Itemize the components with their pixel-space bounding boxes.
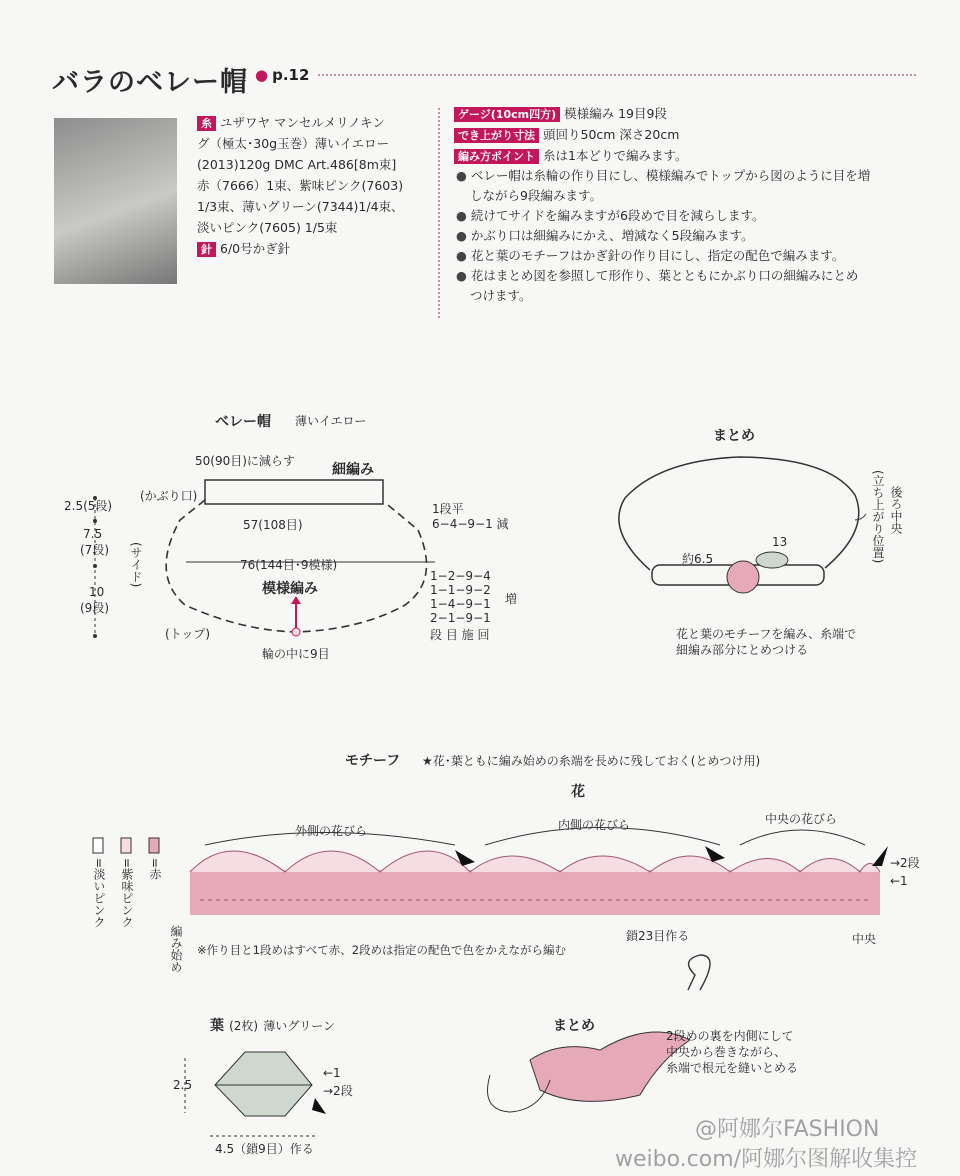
beret-c76: 76(144目･9模様): [240, 558, 338, 572]
needle-text: 6/0号かぎ針: [220, 241, 291, 256]
marker-icon: [872, 846, 888, 866]
materials-line: (2013)120g DMC Art.486[8m束]: [197, 157, 397, 172]
chain-label: 鎖23目作る: [626, 929, 690, 943]
center-petals: 中央の花びら: [765, 812, 838, 826]
leaf-width: 4.5（鎖9目）作る: [215, 1142, 314, 1156]
inc-row: 2−1−9−1: [430, 611, 491, 625]
assembly-note: 中央から巻きながら、: [666, 1045, 787, 1059]
finish-back: 後ろ中央: [889, 486, 903, 534]
point-item: ● 花と葉のモチーフはかぎ針の作り目にし、指定の配色で編みます。: [456, 248, 845, 263]
beret-r2: 6−4−9−1 減: [432, 517, 509, 531]
inc-row: 1−2−9−4: [430, 569, 491, 583]
assembly-note: 糸端で根元を縫いとめる: [666, 1061, 799, 1075]
inc-row: 1−4−9−1: [430, 597, 491, 611]
assembly-title: まとめ: [553, 1018, 595, 1034]
finish-d13: 13: [772, 535, 788, 549]
point-item: ● 花はまとめ図を参照して形作り、葉とともにかぶり口の細編みにとめ: [456, 268, 859, 283]
needle-tag: 針: [197, 242, 216, 257]
beret-pattern: 模様編み: [262, 581, 318, 597]
motif-footnote: ※作り目と1段めはすべて赤、2段めは指定の配色で色をかえながら編む: [197, 943, 567, 957]
finish-beret: [619, 457, 859, 570]
spiral-arrow: [688, 955, 710, 990]
watermark: @阿娜尔FASHION: [695, 1117, 880, 1142]
leaf-r1: ←1: [323, 1066, 341, 1080]
rose-icon: [727, 561, 759, 593]
leaf-chart: [215, 1052, 312, 1116]
finish-note: 花と葉のモチーフを編み、糸端で: [676, 627, 857, 641]
point-item: ● 続けてサイドを編みますが6段めで目を減らします。: [456, 208, 765, 223]
dim-10s: (9段): [80, 601, 109, 615]
flower-title: 花: [571, 784, 585, 800]
materials-line: 1/3束、薄いグリーン(7344)1/4束、: [197, 199, 404, 214]
dim-25: 2.5(5段): [64, 499, 113, 513]
finish-title: まとめ: [713, 428, 755, 444]
leaf-icon: [756, 552, 788, 568]
start-label: 編み始め: [169, 925, 183, 973]
point-item: ● かぶり口は細編みにかえ、増減なく5段編みます。: [456, 228, 754, 243]
page-title: バラのベレー帽: [52, 67, 248, 98]
row2-label: →2段: [890, 856, 920, 870]
materials-line: 淡いピンク(7605) 1/5束: [197, 220, 338, 235]
center-label: 中央: [852, 932, 877, 946]
motif-title: モチーフ: [345, 753, 401, 769]
finish-note: 細編み部分にとめつける: [676, 643, 809, 657]
materials-line: ユザワヤ マンセルメリノキン: [220, 115, 385, 130]
inc-label: 増: [505, 592, 518, 606]
beret-kaburi: (かぶり口): [140, 489, 198, 503]
beret-dec50: 50(90目)に減らす: [195, 454, 295, 468]
beret-ring: 輪の中に9目: [262, 647, 330, 661]
petal-row: [190, 851, 880, 872]
spec-tag: でき上がり寸法: [454, 128, 539, 143]
point-item: ● ベレー帽は糸輪の作り目にし、模様編みでトップから図のように目を増: [456, 168, 871, 183]
dim-75: 7.5: [83, 527, 103, 541]
spec-tag: ゲージ(10cm四方): [454, 107, 560, 122]
spec-value: 糸は1本どりで編みます。: [543, 148, 688, 163]
spec-tag: 編み方ポイント: [454, 149, 539, 164]
legend-light-pink: =淡いピンク: [92, 858, 106, 929]
beret-r1: 1段平: [432, 502, 464, 516]
materials-line: 赤（7666）1束、紫味ピンク(7603): [197, 178, 404, 193]
motif-note: ★花･葉ともに編み始めの糸端を長めに残しておく(とめつけ用): [422, 754, 761, 768]
legend-red: =赤: [148, 858, 162, 881]
dim-75s: (7段): [80, 543, 109, 557]
bullet-icon: ●: [255, 66, 269, 84]
point-item: つけます。: [470, 288, 532, 303]
leaf-color: 薄いグリーン: [263, 1019, 335, 1033]
inner-petals: 内側の花びら: [558, 818, 631, 832]
assembly-note: 2段めの裏を内側にして: [666, 1029, 794, 1043]
beret-band: [205, 480, 383, 504]
materials-line: グ（極太･30g玉巻）薄いイエロー: [197, 136, 390, 151]
leaf-title: 葉: [210, 1018, 224, 1034]
finish-d65: 約6.5: [682, 552, 714, 566]
point-item: しながら9段編みます。: [470, 188, 602, 203]
beret-title: ベレー帽: [215, 414, 271, 430]
beret-band-label: 細編み: [332, 462, 374, 478]
beret-c57: 57(108目): [243, 518, 303, 532]
ring-start: [292, 628, 300, 636]
watermark: weibo.com/阿娜尔图解收集控: [615, 1147, 918, 1172]
row1-label: ←1: [890, 874, 908, 888]
inc-legend: 段 目 施 回: [430, 628, 490, 642]
beret-color: 薄いイエロー: [295, 414, 367, 428]
legend-purple-pink: =紫味ピンク: [120, 858, 134, 929]
spec-value: 模様編み 19目9段: [564, 106, 667, 121]
yarn-tag: 糸: [197, 116, 216, 131]
inc-row: 1−1−9−2: [430, 583, 491, 597]
beret-side: (サイド): [129, 542, 143, 588]
beret-top: (トップ): [165, 627, 211, 641]
leaf-heading: [210, 1015, 335, 1035]
finish-back2: (立ち上がり位置): [871, 470, 885, 564]
outer-petals: 外側の花びら: [295, 824, 368, 838]
page-ref-label: p.12: [272, 66, 310, 84]
spec-value: 頭回り50cm 深さ20cm: [543, 127, 680, 142]
flower-chart: [190, 870, 880, 915]
dim-10: 10: [89, 585, 105, 599]
leaf-count: (2枚): [229, 1019, 259, 1033]
leaf-r2: →2段: [323, 1084, 353, 1098]
leaf-height: 2.5: [173, 1078, 193, 1092]
